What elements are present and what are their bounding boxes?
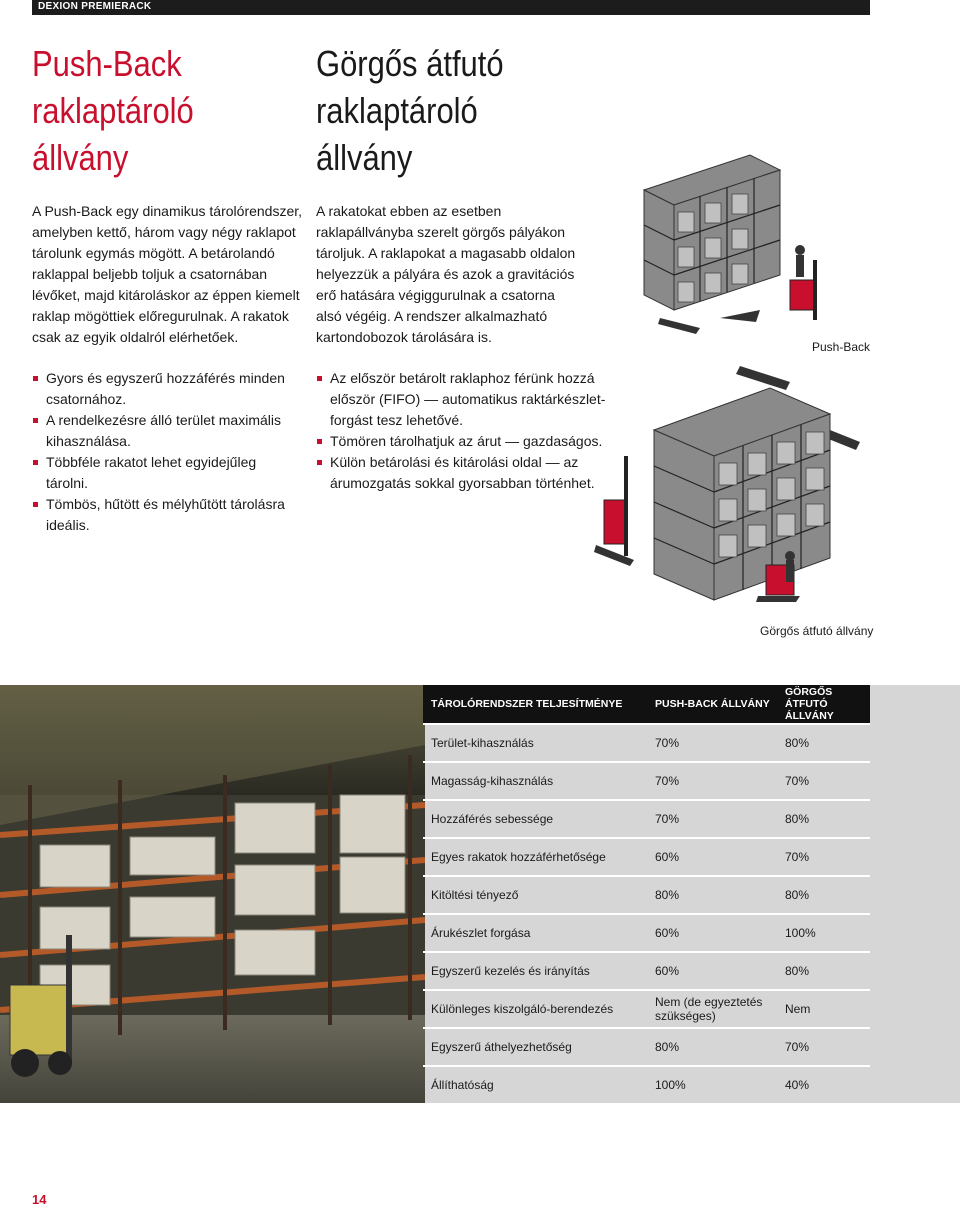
list-item: Többféle rakatot lehet egyidejűleg tárolni. xyxy=(32,452,302,494)
table-cell: 60% xyxy=(647,838,777,876)
table-cell: Állíthatóság xyxy=(423,1066,647,1103)
table-cell: 70% xyxy=(777,838,870,876)
table-cell: 80% xyxy=(777,952,870,990)
table-row xyxy=(423,1028,870,1066)
table-cell: 80% xyxy=(647,1028,777,1066)
table-row xyxy=(423,952,870,990)
table-cell: 70% xyxy=(777,1028,870,1066)
table-cell: Kitöltési tényező xyxy=(423,876,647,914)
page-number: 14 xyxy=(32,1192,47,1207)
pushback-caption: Push-Back xyxy=(812,340,871,354)
header-bar xyxy=(32,0,870,15)
table-header-row xyxy=(423,685,870,724)
header-cell: TÁROLÓRENDSZER TELJESÍTMÉNYE xyxy=(423,685,647,724)
table-row xyxy=(423,914,870,952)
performance-table xyxy=(423,685,870,1103)
list-item: A rendelkezésre álló terület maximális kihasználása. xyxy=(32,410,302,452)
list-item: Tömören tárolhatjuk az árut — gazdaságos. xyxy=(316,431,606,452)
table-row xyxy=(423,800,870,838)
table-cell: 70% xyxy=(647,762,777,800)
table-row xyxy=(423,762,870,800)
roller-caption: Görgős átfutó állvány xyxy=(760,624,874,638)
table-row xyxy=(423,990,870,1028)
list-item: Gyors és egyszerű hozzáférés minden csatornához. xyxy=(32,368,302,410)
table-cell: Egyes rakatok hozzáférhetősége xyxy=(423,838,647,876)
table-cell: Egyszerű kezelés és irányítás xyxy=(423,952,647,990)
table-cell: Terület-kihasználás xyxy=(423,724,647,762)
table-cell: 70% xyxy=(647,800,777,838)
pushback-title: Push-Back raklaptároló állvány xyxy=(32,43,194,178)
pushback-rack-illustration xyxy=(630,150,870,345)
table-row xyxy=(423,876,870,914)
table-cell: 70% xyxy=(647,724,777,762)
roller-description: A rakatokat ebben az esetben raklapállványba szerelt görgős pályákon tároljuk. A raklapokat a magasabb oldalon helyezzük a pályára és azok a gravitációs erő hatására végiggurulnak a csatorna alsó végéig. A rendszer alkalmazható kartondobozok tárolására is. xyxy=(316,203,576,345)
table-cell: Nem (de egyeztetés szükséges) xyxy=(647,990,777,1028)
table-cell: 70% xyxy=(777,762,870,800)
warehouse-photo xyxy=(0,685,425,1103)
table-cell: 40% xyxy=(777,1066,870,1103)
table-row xyxy=(423,838,870,876)
table-cell: 60% xyxy=(647,914,777,952)
table-cell: Egyszerű áthelyezhetőség xyxy=(423,1028,647,1066)
brand-label: DEXION PREMIERACK xyxy=(38,1,152,12)
table-cell: Nem xyxy=(777,990,870,1028)
table-cell: Hozzáférés sebessége xyxy=(423,800,647,838)
table-cell: 100% xyxy=(647,1066,777,1103)
list-item: Külön betárolási és kitárolási oldal — az árumozgatás sokkal gyorsabban történhet. xyxy=(316,452,606,494)
header-cell: GÖRGŐS ÁTFUTÓ ÁLLVÁNY xyxy=(777,685,870,724)
roller-benefits-list xyxy=(316,368,606,494)
header-cell: PUSH-BACK ÁLLVÁNY xyxy=(647,685,777,724)
table-cell: Magasság-kihasználás xyxy=(423,762,647,800)
pushback-benefits-list xyxy=(32,368,302,536)
table-cell: 80% xyxy=(777,800,870,838)
table-cell: 80% xyxy=(647,876,777,914)
pushback-description: A Push-Back egy dinamikus tárolórendszer, amelyben kettő, három vagy négy raklapot tárolunk egymás mögött. A betárolandó raklappal beljebb toljuk a csatornában lévőket, majd kitároláskor az éppen kiemelt raklap mögöttiek előregurulnak. A rakatok csak az egyik oldalról elérhetőek. xyxy=(32,203,303,345)
list-item: Az először betárolt raklaphoz férünk hozzá először (FIFO) — automatikus raktárkészlet-forgást tesz lehetővé. xyxy=(316,368,606,431)
table-cell: 80% xyxy=(777,724,870,762)
table-cell: 80% xyxy=(777,876,870,914)
roller-rack-illustration xyxy=(590,360,890,615)
table-row xyxy=(423,724,870,762)
table-row xyxy=(423,1066,870,1103)
roller-title: Görgős átfutó raklaptároló állvány xyxy=(316,43,504,178)
table-cell: Árukészlet forgása xyxy=(423,914,647,952)
list-item: Tömbös, hűtött és mélyhűtött tárolásra ideális. xyxy=(32,494,302,536)
table-cell: 60% xyxy=(647,952,777,990)
table-cell: 100% xyxy=(777,914,870,952)
table-cell: Különleges kiszolgáló-berendezés xyxy=(423,990,647,1028)
